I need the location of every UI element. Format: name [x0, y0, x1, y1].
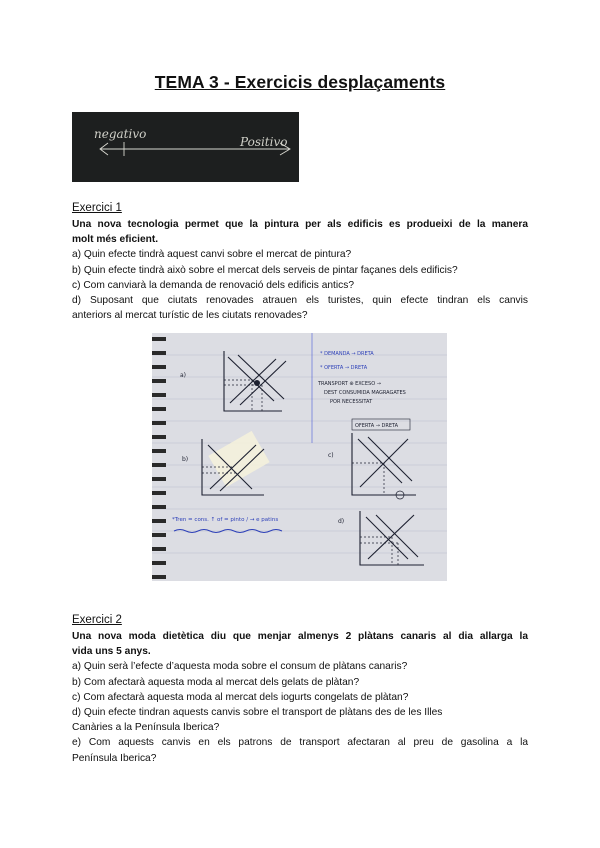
page-title: TEMA 3 - Exercicis desplaçaments: [154, 72, 446, 92]
graph-d-supply: [368, 515, 414, 559]
graph-a: [180, 351, 286, 411]
graph-a-supply-2: [240, 361, 286, 405]
graph-c-label: c): [328, 452, 334, 459]
spiral-binding: [152, 337, 166, 579]
note-demand-right: * DEMANDA → DRETA: [320, 351, 374, 357]
blackboard-left-word: negativo: [94, 127, 147, 141]
exercici2-statement-line2: vida uns 5 anys.: [72, 646, 151, 658]
exercici2-question-b: b) Com afectarà aquesta moda al mercat dels gelats de plàtan?: [72, 676, 360, 688]
exercici1-statement-line1: Una nova tecnologia permet que la pintura per als edificis es produeixi de la manera: [72, 219, 528, 230]
exercici1-body: [72, 217, 528, 323]
note-consumption: DEST CONSUMIDA MAGRAGATES: [324, 390, 406, 396]
exercici1-question-c: c) Com canviarà la demanda de renovació dels edificis antics?: [72, 279, 354, 291]
graph-c-demand-2: [368, 437, 412, 481]
graph-d: [338, 511, 424, 565]
exercici2-question-a: a) Quin serà l’efecte d’aquesta moda sobre el consum de plàtans canaris?: [72, 661, 408, 673]
graph-d-demand-2: [376, 515, 418, 557]
exercici2-body: [72, 629, 528, 766]
exercici2-statement-line1: Una nova moda dietètica diu que menjar almenys 2 plàtans canaris al dia allarga la: [72, 631, 528, 642]
note-necessity: POR NECESSITAT: [330, 399, 373, 405]
exercici2-question-c: c) Com afectarà aquesta moda al mercat dels iogurts congelats de plàtan?: [72, 691, 409, 703]
exercici2-question-e-line2: Península Iberica?: [72, 752, 157, 764]
graph-d-label: d): [338, 518, 345, 525]
note-supply-right: * OFERTA → DRETA: [320, 365, 368, 371]
notebook-lines: [152, 355, 447, 553]
exercici1-question-d-line2: anteriors al mercat turístic de les ciutats renovades?: [72, 310, 308, 322]
exercici1-statement-line2: molt més eficient.: [72, 234, 159, 246]
graph-c-demand-1: [358, 439, 402, 483]
graph-a-label: a): [180, 372, 187, 379]
graph-b: [182, 431, 270, 495]
note-transport: TRANSPORT ⊕ EXCESO →: [318, 381, 381, 387]
note-bottom-left: *Tren = cons. ↑ of = pinto / → e patins: [172, 517, 279, 523]
exercici2-question-d-line2: Canàries a la Península Iberica?: [72, 722, 220, 734]
graph-b-label: b): [182, 456, 189, 463]
exercici1-question-d-line1: d) Suposant que ciutats renovades atrauen els turistes, quin efecte tindran els canvis: [72, 295, 528, 307]
graph-d-demand-1: [366, 517, 408, 559]
exercici2-heading: Exercici 2: [72, 614, 122, 626]
exercici1-heading: Exercici 1: [72, 202, 122, 214]
notes-drawing: [152, 333, 447, 581]
note-offer-right: OFERTA → DRETA: [355, 423, 399, 429]
blackboard-photo: [72, 112, 299, 182]
notes-text: [317, 351, 410, 430]
blackboard-drawing: [72, 112, 299, 182]
exercici2-question-e-line1: e) Com aquests canvis en els patrons de transport afectaran al preu de gasolina a la: [72, 737, 528, 749]
exercici2-question-d-line1: d) Quin efecte tindran aquests canvis sobre el transport de plàtans des de les Illes: [72, 707, 443, 719]
exercici1-question-a: a) Quin efecte tindrà aquest canvi sobre el mercat de pintura?: [72, 249, 352, 261]
exercici1-question-b: b) Quin efecte tindrà això sobre el mercat dels serveis de pintar façanes dels edificis?: [72, 264, 458, 276]
blackboard-right-word: Positivo: [240, 135, 288, 149]
handwritten-notes-photo: [152, 333, 447, 581]
